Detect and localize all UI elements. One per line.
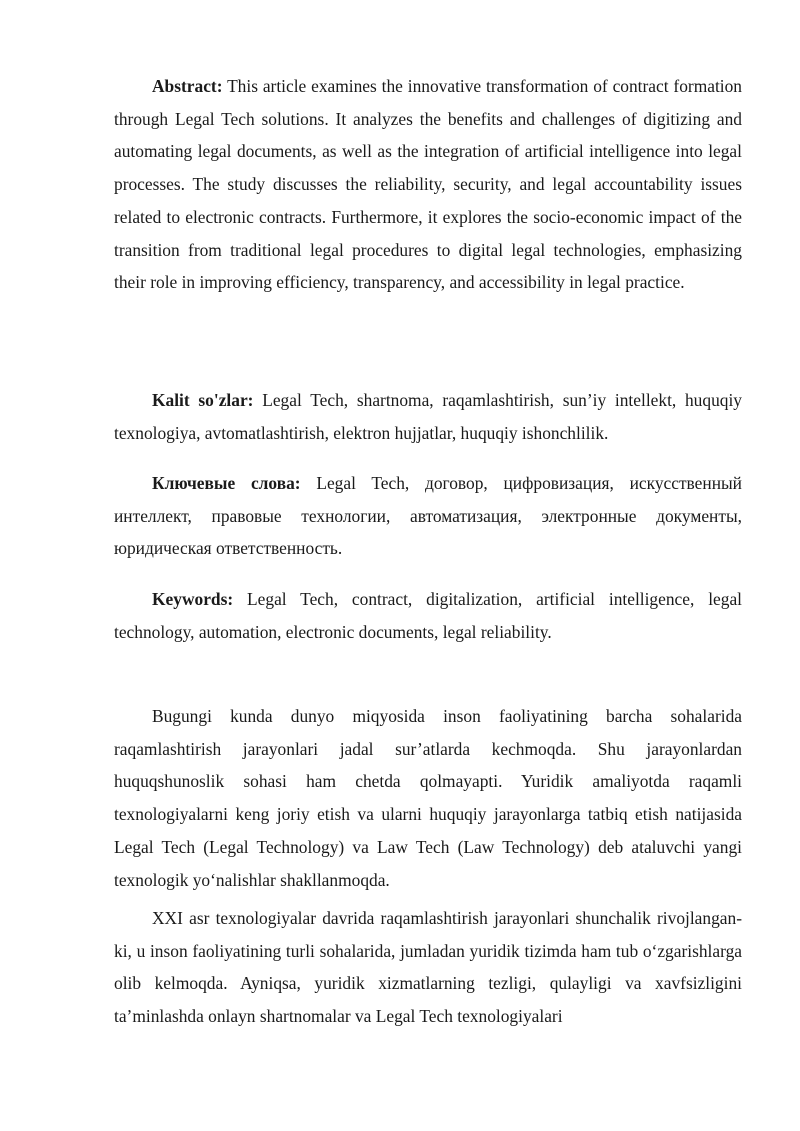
abstract-text: This article examines the innovative transformation of contract formation through Legal Tech solutions. It analyzes the benefits and challenges of digitizing and automating legal documents, as well as the integration of artificial intelligence into legal processes. The study discusses the reliability, security, and legal accountability issues related to electronic contracts. Furthermore, it explores the socio-economic impact of the transition from traditional legal procedures to digital legal technologies, emphasizing their role in improving efficiency, transparency, and accessibility in legal practice. [114, 76, 742, 293]
body-paragraph: XXI asr texnologiyalar davrida raqamlashtirish jarayonlari shunchalik rivojlangan-ki, u inson faoliyatining turli sohalarida, jumladan yuridik tizimda ham tub o‘zgarishlarga olib kelmoqda. Ayniqsa, yuridik xizmatlarning tezligi, qulayligi va xavfsizligini ta’minlashda onlayn shartnomalar va Legal Tech texnologiyalari [114, 908, 742, 1027]
keywords-russian-text: Legal Tech, договор, цифровизация, искусственный интеллект, правовые технологии, автоматизация, электронные документы, юридическая ответственность. [114, 473, 742, 559]
keywords-uzbek-paragraph [114, 384, 742, 449]
keywords-english-label: Keywords: [152, 589, 234, 609]
keywords-uzbek-label: Kalit so'zlar: [152, 390, 254, 410]
keywords-english-paragraph [114, 583, 742, 648]
body-paragraph: Bugungi kunda dunyo miqyosida inson faoliyatining barcha sohalarida raqamlashtirish jarayonlari jadal sur’atlarda kechmoqda. Shu jarayonlardan huquqshunoslik sohasi ham chetda qolmayapti. Yuridik amaliyotda raqamli texnologiyalarni keng joriy etish va ularni huquqiy jarayonlarga tatbiq etish natijasida Legal Tech (Legal Technology) va Law Tech (Law Technology) deb ataluvchi yangi texnologik yo‘nalishlar shakllanmoqda. [114, 706, 742, 890]
keywords-russian-paragraph [114, 467, 742, 565]
abstract-paragraph [114, 70, 742, 299]
keywords-uzbek-text: Legal Tech, shartnoma, raqamlashtirish, sun’iy intellekt, huquqiy texnologiya, avtomatlashtirish, elektron hujjatlar, huquqiy ishonchlilik. [114, 390, 742, 443]
abstract-label: Abstract: [152, 76, 223, 96]
keywords-russian-label: Ключевые слова: [152, 473, 301, 493]
keywords-english-text: Legal Tech, contract, digitalization, artificial intelligence, legal technology, automation, electronic documents, legal reliability. [114, 589, 742, 642]
